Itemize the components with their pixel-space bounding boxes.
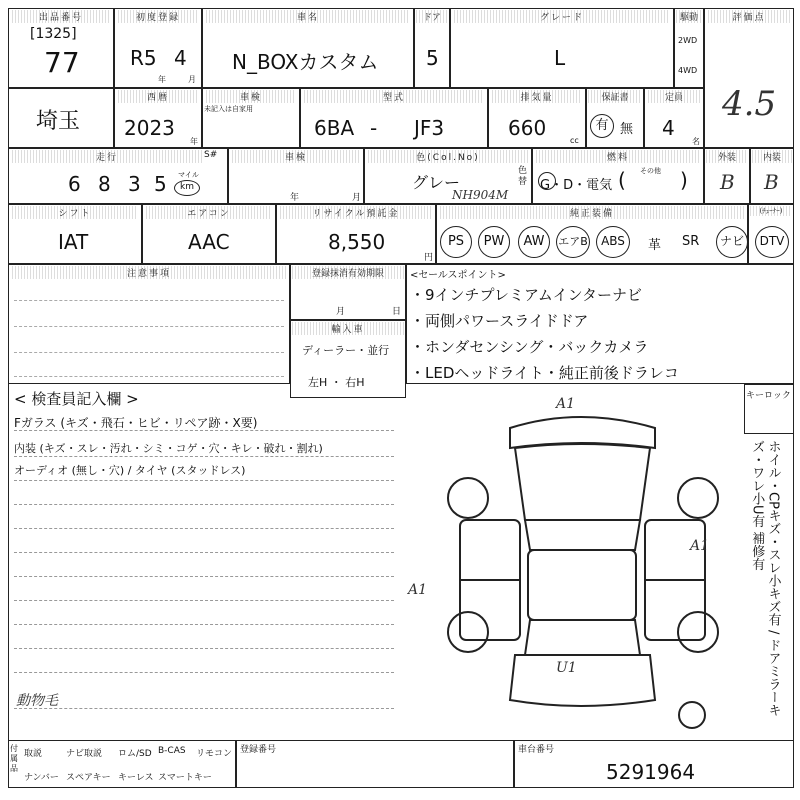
year-value: 2023 <box>124 116 175 140</box>
sales-point: ・LEDヘッドライト・純正前後ドラレコ <box>410 364 679 382</box>
model-prefix: 6BA <box>314 116 355 140</box>
first-reg-year-unit: 年 <box>158 75 166 84</box>
import-steering: 左H ・ 右H <box>308 376 365 389</box>
handwritten-note: 動物毛 <box>16 693 58 709</box>
chassis-number: 5291964 <box>606 760 696 784</box>
inspector-line <box>14 480 394 481</box>
drive-label: 駆動 <box>676 10 702 23</box>
tuner-label: (ﾁｭｰﾅｰ) <box>750 206 792 216</box>
reg-deadline-month: 月 <box>336 307 346 317</box>
interior-label: 内装 <box>752 150 792 163</box>
shift-label: シフト <box>12 206 138 219</box>
lot-label: 出品番号 <box>12 10 110 23</box>
inspector-line <box>14 552 394 553</box>
sales-point: ・両側パワースライドドア <box>410 312 589 330</box>
car-name-label: 車名 <box>206 10 410 23</box>
acc-item: ナビ取説 <box>66 749 103 759</box>
equipment-label: 純正装備 <box>440 206 744 219</box>
fuel-paren-open: ( <box>618 168 626 192</box>
fuel-label: 燃料 <box>536 150 700 163</box>
inspector-line <box>14 430 394 431</box>
inspection-note: 未記入は自家用 <box>204 105 253 113</box>
aircon-value: AAC <box>188 230 230 254</box>
aircon-label: エアコン <box>146 206 272 219</box>
recycle-value: 8,550 <box>328 230 386 254</box>
equip-ps: PS <box>440 226 472 258</box>
drive-2wd: 2WD <box>678 36 698 45</box>
equip-navi: ナビ <box>716 226 748 258</box>
first-reg-label: 初度登録 <box>118 10 198 23</box>
equip-pw: PW <box>478 226 510 258</box>
model-label: 型式 <box>304 90 484 103</box>
warranty-yes: 有 <box>590 114 614 138</box>
warranty-no: 無 <box>620 122 634 137</box>
exterior-grade: B <box>720 170 735 194</box>
damage-mark: A1 <box>408 582 428 598</box>
acc-item: キーレス <box>118 773 154 783</box>
inspector-line <box>14 624 394 625</box>
color-change-label: 色替 <box>518 166 528 187</box>
inspector-line: Fガラス (キズ・飛石・ヒビ・リペア跡・X要) <box>14 416 258 430</box>
doors-value: 5 <box>426 46 439 70</box>
acc-item: ナンバー <box>24 773 59 783</box>
acc-item: スペアキー <box>66 773 111 783</box>
chassis-label: 車台番号 <box>518 745 555 755</box>
mileage-digit: 5 <box>154 172 167 196</box>
reg-deadline-day: 日 <box>392 307 402 317</box>
first-reg-month-unit: 月 <box>188 75 196 84</box>
inspection-label: 車検 <box>206 90 296 103</box>
acc-item: ロム/SD <box>118 749 152 759</box>
inspector-line <box>14 648 394 649</box>
notes-line <box>14 376 284 377</box>
equip-sunroof: SR <box>682 234 700 249</box>
mileage-km: km <box>174 180 200 196</box>
equip-abs: ABS <box>596 226 630 258</box>
color-name: グレー <box>412 173 461 192</box>
notes-label: 注意事項 <box>12 266 286 279</box>
fuel-selected-circle <box>538 172 556 190</box>
mileage-digit: 6 <box>68 172 81 196</box>
mileage-digit: 8 <box>98 172 111 196</box>
color-code: NH904M <box>452 188 509 202</box>
grade-value: L <box>554 46 566 70</box>
reg-no-label: 登録番号 <box>240 745 277 755</box>
mileage-mile: マイル <box>178 171 199 179</box>
sales-point: ・ホンダセンシング・バックカメラ <box>410 338 649 356</box>
car-name: N_BOXカスタム <box>232 50 379 74</box>
mileage-digit: 3 <box>128 172 141 196</box>
sales-points-label: <セールスポイント> <box>410 270 506 281</box>
year-unit: 年 <box>190 137 198 146</box>
damage-mark: A1 <box>690 538 710 554</box>
warranty-label: 保証書 <box>588 90 642 103</box>
keylock-label: キーロック <box>746 391 791 401</box>
right-column-notes: ホイル・CPキズ・スレ小キズ有 / ドアミラーキズ・ワレ小U有 補修有 <box>749 440 781 717</box>
inspector-line: オーディオ (無し・穴) / タイヤ (スタッドレス) <box>14 464 246 477</box>
car-diagram <box>430 400 740 730</box>
sales-point: ・9インチプレミアムインターナビ <box>410 286 642 304</box>
inspector-line <box>14 504 394 505</box>
reg-deadline-label: 登録抹消有効期限 <box>292 266 404 279</box>
inspector-line <box>14 600 394 601</box>
lot-code: [1325] <box>30 26 77 42</box>
equip-dtv: DTV <box>755 226 789 258</box>
capacity-unit: 名 <box>692 137 700 146</box>
lot-number: 77 <box>44 46 80 79</box>
score-cell <box>704 8 794 148</box>
acc-item: リモコン <box>196 749 233 759</box>
fuel-options: G・D・電気 <box>540 178 613 193</box>
damage-mark: U1 <box>556 660 577 676</box>
inspector-line <box>14 576 394 577</box>
shift-value: IAT <box>58 230 89 254</box>
drive-4wd: 4WD <box>678 66 698 75</box>
fuel-other: その他 <box>640 167 661 175</box>
grade-label: グレード <box>454 10 670 23</box>
score-label: 評価点 <box>708 10 790 23</box>
import-dealer: ディーラー・並行 <box>302 344 390 357</box>
mileage-label: 走行 <box>12 150 202 163</box>
inspector-line: 内装 (キズ・スレ・汚れ・シミ・コゲ・穴・キレ・破れ・割れ) <box>14 442 323 455</box>
doors-label: ドア <box>416 10 448 23</box>
equip-aw: AW <box>518 226 550 258</box>
inspector-line <box>14 672 394 673</box>
acc-item: スマートキー <box>158 773 212 783</box>
exterior-label: 外装 <box>706 150 748 163</box>
notes-line <box>14 352 284 353</box>
equip-airbag: エアB <box>556 226 590 258</box>
inspector-line <box>14 456 394 457</box>
first-reg-era: R5 <box>130 46 157 70</box>
notes-line <box>14 326 284 327</box>
recycle-unit: 円 <box>424 253 434 263</box>
import-label: 輸入車 <box>292 322 404 335</box>
acc-item: 取説 <box>24 749 43 759</box>
first-reg-month: 4 <box>174 46 187 70</box>
notes-line <box>14 300 284 301</box>
inspector-line <box>14 528 394 529</box>
region: 埼玉 <box>36 109 81 134</box>
shape-label: 車検 <box>232 150 360 163</box>
shape-year: 年 <box>290 193 300 203</box>
displacement-unit: cc <box>570 136 579 145</box>
meter-swap-label: S# <box>204 150 218 160</box>
displacement-value: 660 <box>508 116 547 140</box>
recycle-label: リサイクル預託金 <box>280 206 432 219</box>
accessories-side: 付属品 <box>10 744 18 773</box>
equip-leather: 革 <box>648 238 662 253</box>
fuel-paren-close: ) <box>680 168 688 192</box>
color-label: 色(Col.No) <box>368 150 528 163</box>
model-code: JF3 <box>414 116 445 140</box>
capacity-value: 4 <box>662 116 675 140</box>
notes-cell <box>8 264 290 384</box>
score-value: 4.5 <box>722 84 777 124</box>
interior-grade: B <box>764 170 779 194</box>
displacement-label: 排気量 <box>492 90 582 103</box>
model-dash: - <box>370 116 378 140</box>
reg-no-cell <box>236 740 514 788</box>
damage-mark: A1 <box>556 396 576 412</box>
year-label: 西暦 <box>118 90 198 103</box>
inspector-line <box>14 708 394 709</box>
capacity-label: 定員 <box>648 90 700 103</box>
acc-item: B-CAS <box>158 746 186 756</box>
inspector-title: < 検査員記入欄 > <box>14 390 139 408</box>
shape-month: 月 <box>352 193 362 203</box>
